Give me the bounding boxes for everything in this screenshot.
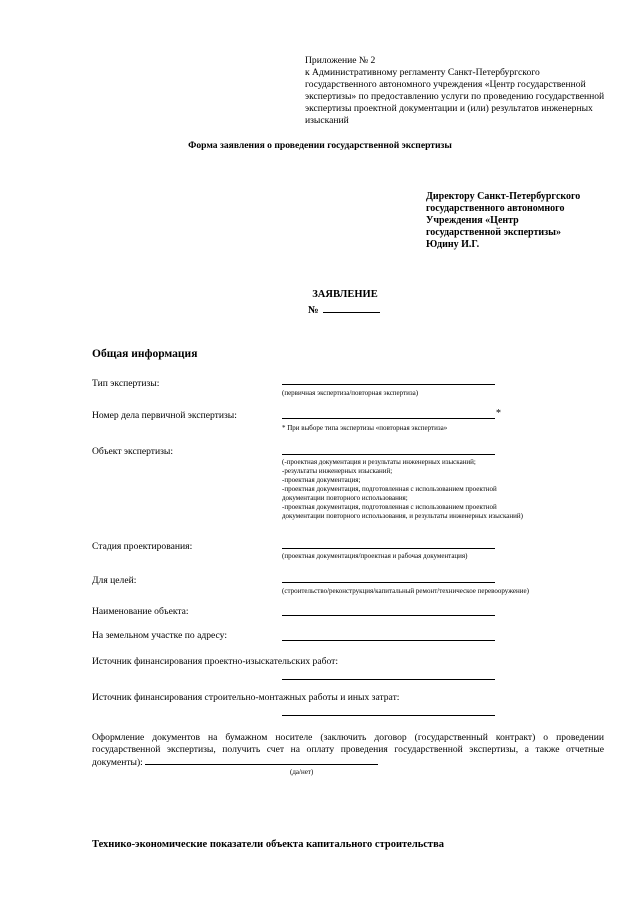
appendix-block xyxy=(305,55,605,127)
form-title: Форма заявления о проведении государственной экспертизы xyxy=(188,140,452,151)
object-name-label: Наименование объекта: xyxy=(92,606,189,617)
design-funding-label: Источник финансирования проектно-изыскательских работ: xyxy=(92,656,338,667)
general-info-heading: Общая информация xyxy=(92,348,198,360)
statement-number xyxy=(308,303,380,316)
addressee-line: государственного автономного xyxy=(426,203,565,214)
paper-docs-field[interactable] xyxy=(145,756,378,765)
primary-number-hint: * При выборе типа экспертизы «повторная экспертиза» xyxy=(282,424,448,432)
object-hint-line: -результаты инженерных изысканий; xyxy=(282,467,393,475)
statement-title: ЗАЯВЛЕНИЕ xyxy=(312,289,378,300)
statement-number-field[interactable] xyxy=(323,303,380,313)
design-stage-field[interactable] xyxy=(282,548,495,549)
purpose-hint: (строительство/реконструкция/капитальный ремонт/техническое перевооружение) xyxy=(282,587,529,595)
object-hint-line: документации повторного использования; xyxy=(282,494,408,502)
construction-funding-field[interactable] xyxy=(282,715,495,716)
expertise-type-field[interactable] xyxy=(282,384,495,385)
address-label: На земельном участке по адресу: xyxy=(92,630,227,641)
tech-heading: Технико-экономические показатели объекта капитального строительства xyxy=(92,839,445,850)
addressee-line: Учреждения «Центр xyxy=(426,215,519,226)
design-funding-field[interactable] xyxy=(282,679,495,680)
object-hint-line: документации повторного использования, и результаты инженерных изысканий) xyxy=(282,512,523,520)
expertise-type-label: Тип экспертизы: xyxy=(92,378,160,389)
object-hint-line: (-проектная документация и результаты инженерных изысканий; xyxy=(282,458,476,466)
paper-docs-hint: (да/нет) xyxy=(290,768,314,776)
object-hint-line: -проектная документация; xyxy=(282,476,361,484)
purpose-label: Для целей: xyxy=(92,575,137,586)
object-hint-line: -проектная документация, подготовленная с использованием проектной xyxy=(282,503,497,511)
object-field[interactable] xyxy=(282,454,495,455)
addressee-block xyxy=(426,191,616,251)
design-stage-hint: (проектная документация/проектная и рабочая документация) xyxy=(282,552,468,560)
addressee-line: Юдину И.Г. xyxy=(426,239,480,250)
object-name-field[interactable] xyxy=(282,615,495,616)
object-hints xyxy=(282,458,612,521)
appendix-title: Приложение № 2 xyxy=(305,55,376,66)
paper-docs-paragraph xyxy=(92,732,604,769)
object-hint-line: -проектная документация, подготовленная с использованием проектной xyxy=(282,485,497,493)
asterisk: * xyxy=(496,408,501,419)
expertise-type-hint: (первичная экспертиза/повторная экспертиза) xyxy=(282,389,419,397)
addressee-line: государственной экспертизы» xyxy=(426,227,561,238)
primary-number-label: Номер дела первичной экспертизы: xyxy=(92,410,237,421)
object-label: Объект экспертизы: xyxy=(92,446,174,457)
addressee-line: Директору Санкт-Петербургского xyxy=(426,191,581,202)
construction-funding-label: Источник финансирования строительно-монтажных работы и иных затрат: xyxy=(92,692,400,703)
primary-number-field[interactable] xyxy=(282,418,495,419)
paper-docs-text: Оформление документов на бумажном носителе (заключить договор (государственный контракт) о проведении государственной экспертизы, получить счет на оплату проведения государственной экспертизы, а также отчетные документы): xyxy=(92,732,604,768)
design-stage-label: Стадия проектирования: xyxy=(92,541,193,552)
appendix-text: к Административному регламенту Санкт-Петербургского государственного автономного учреждения «Центр государственной экспертизы» по предоставлению услуги по проведению государственной экспертизы проектной документации и (или) результатов инженерных изысканий xyxy=(305,67,605,126)
number-label: № xyxy=(308,305,319,316)
purpose-field[interactable] xyxy=(282,582,495,583)
address-field[interactable] xyxy=(282,640,495,641)
